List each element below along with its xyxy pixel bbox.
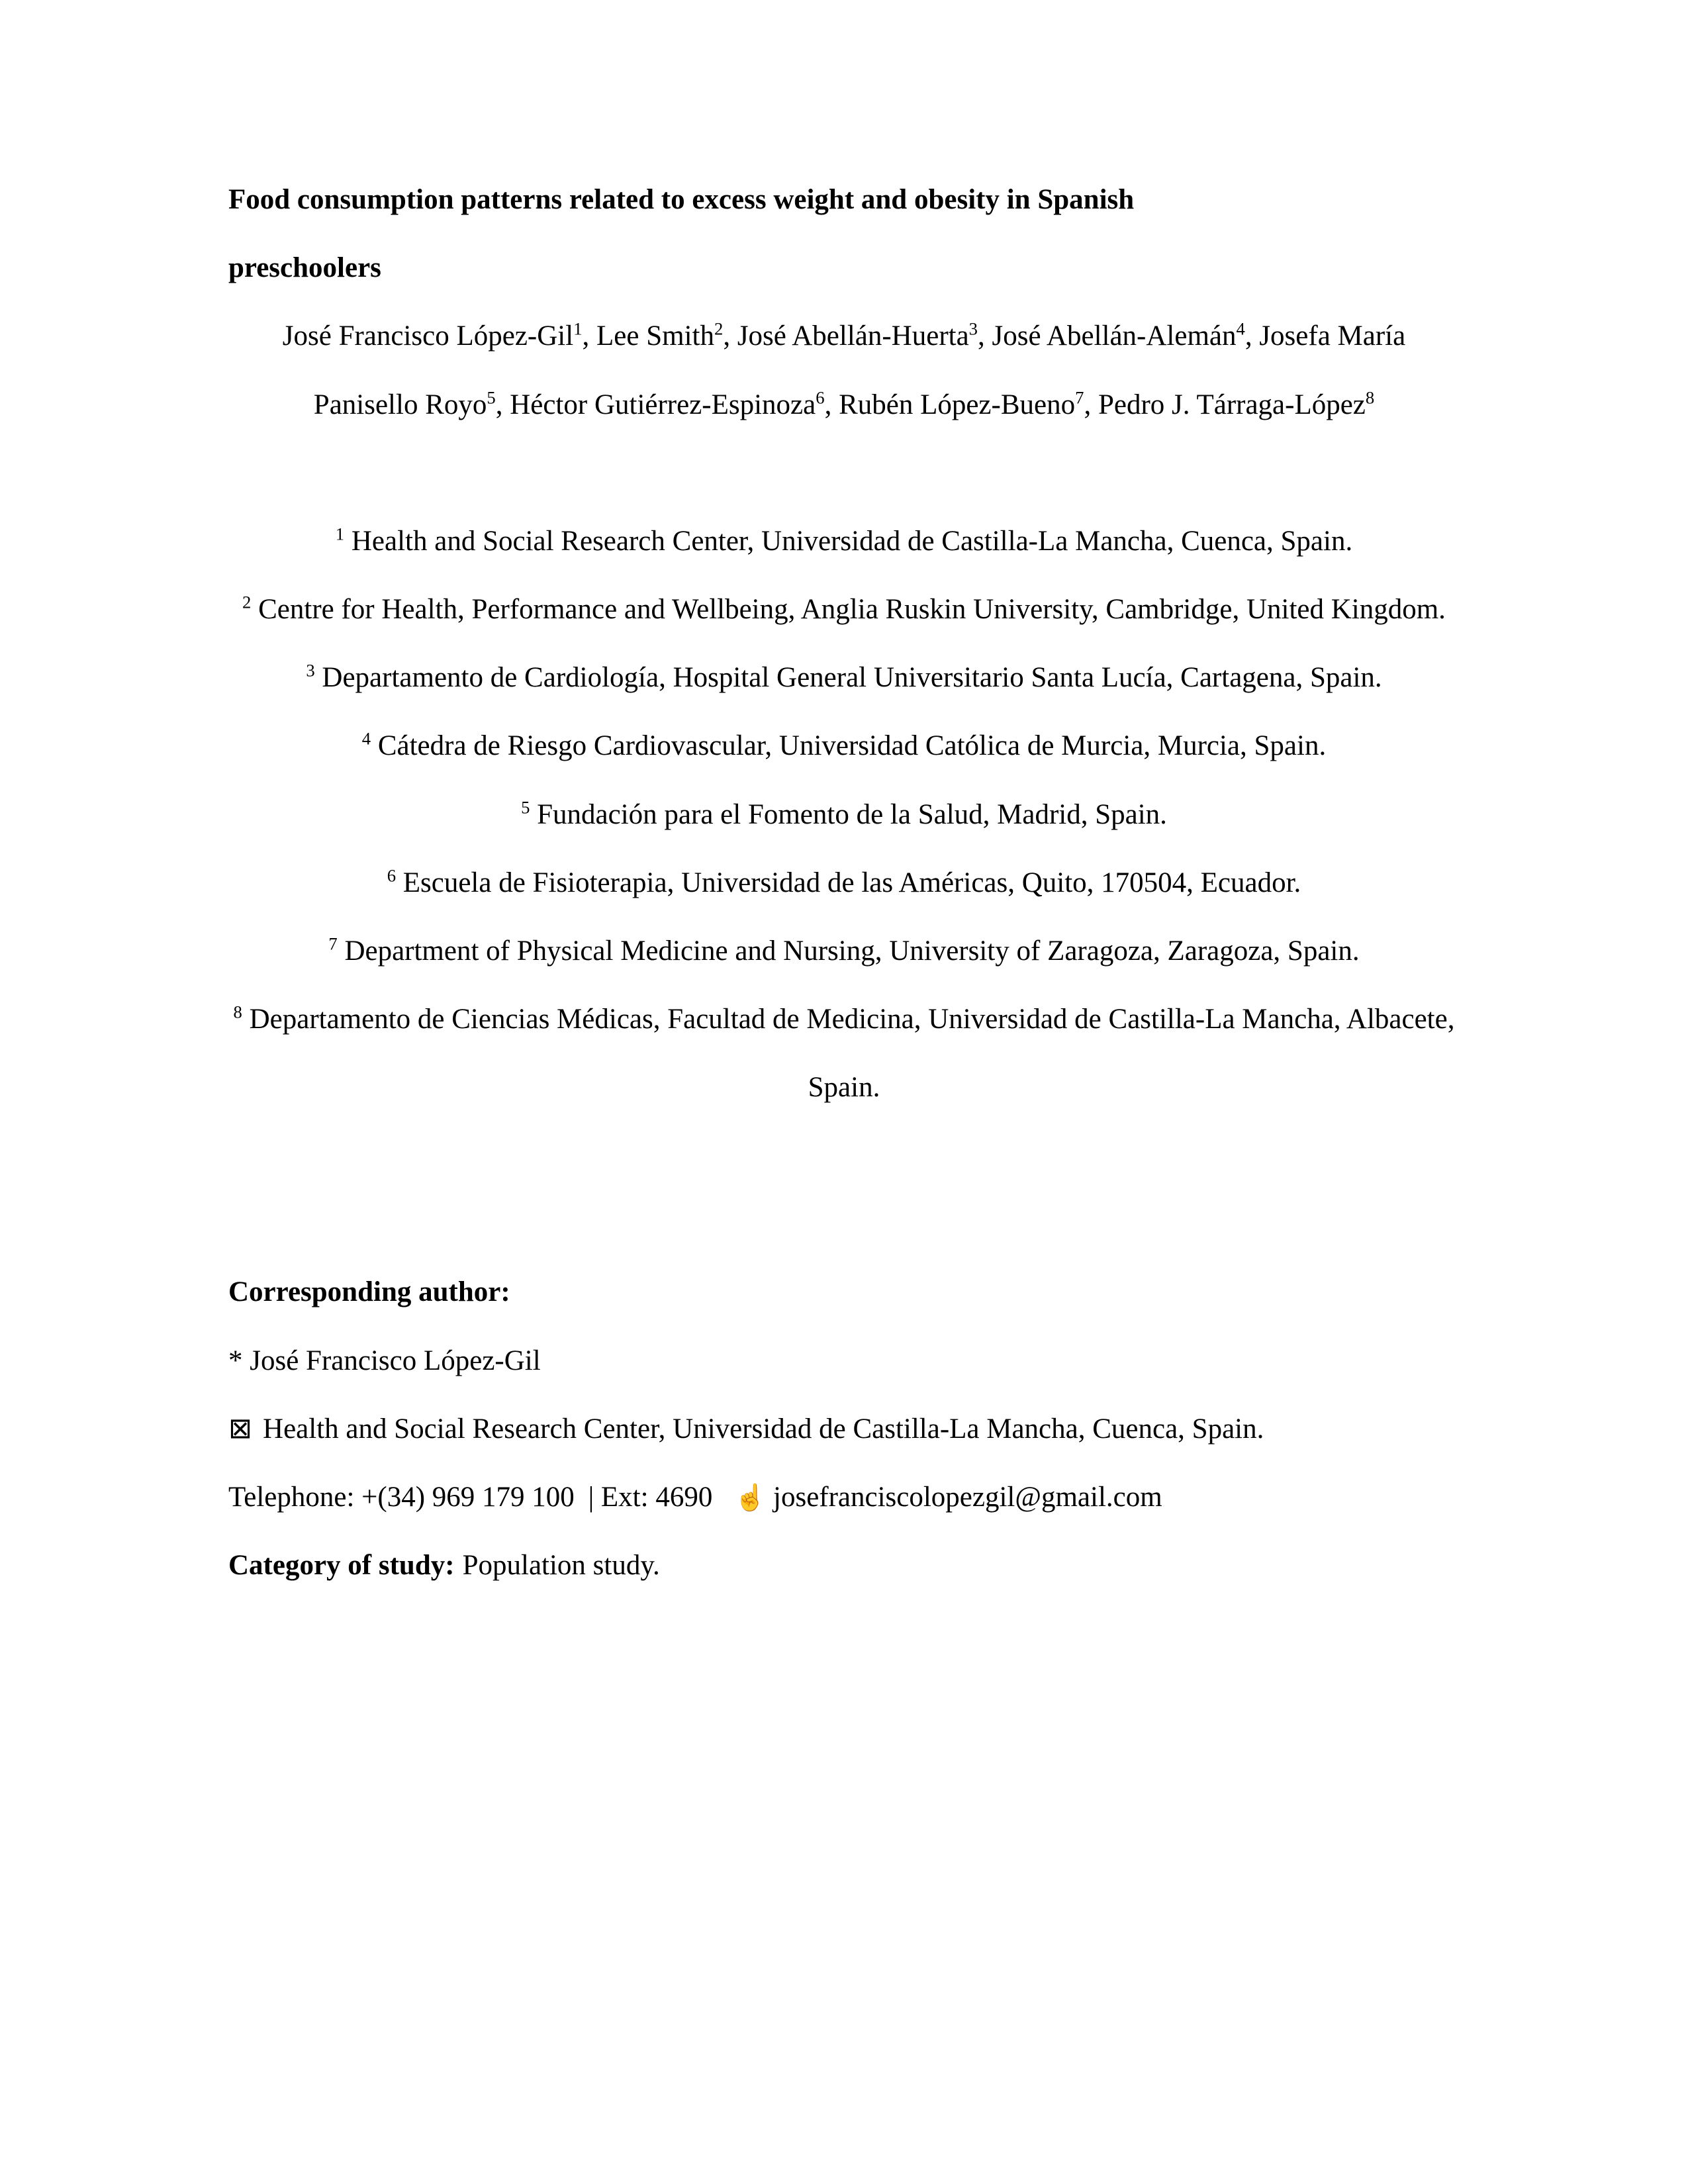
affiliation: $^6$ Escuela de Fisioterapia, Universidad de las Américas, Quito, 170504, Ecuador. [387,865,1301,898]
author: José Abellán-Huerta$^3$, [737,319,992,352]
email-text: josefranciscolopezgil@gmail.com [773,1482,1162,1513]
author: Rubén López-Bueno$^7$, [839,387,1098,420]
affiliation-superscript: 7 [328,933,338,954]
author: José Abellán-Alemán$^4$, [992,319,1260,352]
author-superscript: 2 [714,319,724,340]
telephone-line [228,1463,1460,1531]
author: José Francisco López-Gil$^1$, [282,319,597,352]
paper-title-line: Food consumption patterns related to excess weight and obesity in Spanish [228,184,1135,215]
envelope-icon: ⊠ [228,1413,253,1445]
telephone-text: Telephone: +(34) 969 179 100 [228,1482,575,1513]
affiliation: $^8$ Departamento de Ciencias Médicas, Facultad de Medicina, Universidad de Castilla-La Mancha, Albacete, Spain. [233,1002,1455,1104]
author-superscript: 1 [573,319,583,340]
corresponding-author-heading: Corresponding author: [228,1276,510,1308]
affiliation: $^5$ Fundación para el Fomento de la Salud, Madrid, Spain. [521,797,1167,830]
affiliation-superscript: 1 [335,524,345,544]
author-list [248,302,1440,438]
author-superscript: 5 [487,387,496,408]
affiliation: $^7$ Department of Physical Medicine and Nursing, University of Zaragoza, Zaragoza, Spain. [328,933,1360,967]
corresponding-author-address [228,1395,1460,1463]
author-superscript: 7 [1075,387,1084,408]
affiliation: $^3$ Departamento de Cardiología, Hospital General Universitario Santa Lucía, Cartagena, Spain. [306,660,1382,694]
author-superscript: 4 [1236,319,1245,340]
author: Pedro J. Tárraga-López$^8$ [1098,387,1375,420]
affiliation-superscript: 2 [242,592,252,612]
affiliation-superscript: 3 [306,660,315,681]
corresponding-author-name: * José Francisco López-Gil [228,1345,541,1376]
extension-text: | Ext: 4690 [588,1482,713,1513]
category-line [228,1531,1460,1599]
affiliation: $^1$ Health and Social Research Center, Universidad de Castilla-La Mancha, Cuenca, Spain. [335,524,1353,557]
paper-title-line: preschoolers [228,252,381,284]
author: Héctor Gutiérrez-Espinoza$^6$, [510,387,839,420]
affiliation-list [228,507,1460,1122]
author-superscript: 3 [968,319,978,340]
address-text: Health and Social Research Center, Universidad de Castilla-La Mancha, Cuenca, Spain. [263,1413,1264,1445]
author-superscript: 6 [816,387,825,408]
author: Josefa María Panisello Royo$^5$, [313,320,1406,420]
category-value: Population study. [462,1550,660,1582]
affiliation: $^4$ Cátedra de Riesgo Cardiovascular, Universidad Católica de Murcia, Murcia, Spain. [361,728,1327,762]
affiliation-superscript: 8 [233,1002,242,1022]
affiliation-superscript: 6 [387,865,397,886]
affiliation: $^2$ Centre for Health, Performance and Wellbeing, Anglia Ruskin University, Cambridge, United Kingdom. [242,592,1446,625]
spacer [228,439,1460,507]
author-superscript: 8 [1365,387,1375,408]
spacer [228,1190,1460,1258]
spacer [228,1121,1460,1190]
category-label: Category of study: [228,1550,455,1582]
affiliation-superscript: 5 [521,797,530,818]
paper-title [228,166,1460,302]
author: Lee Smith$^2$, [596,319,737,352]
affiliation-superscript: 4 [361,728,371,749]
pointing-hand-icon: ☝ [734,1484,767,1512]
